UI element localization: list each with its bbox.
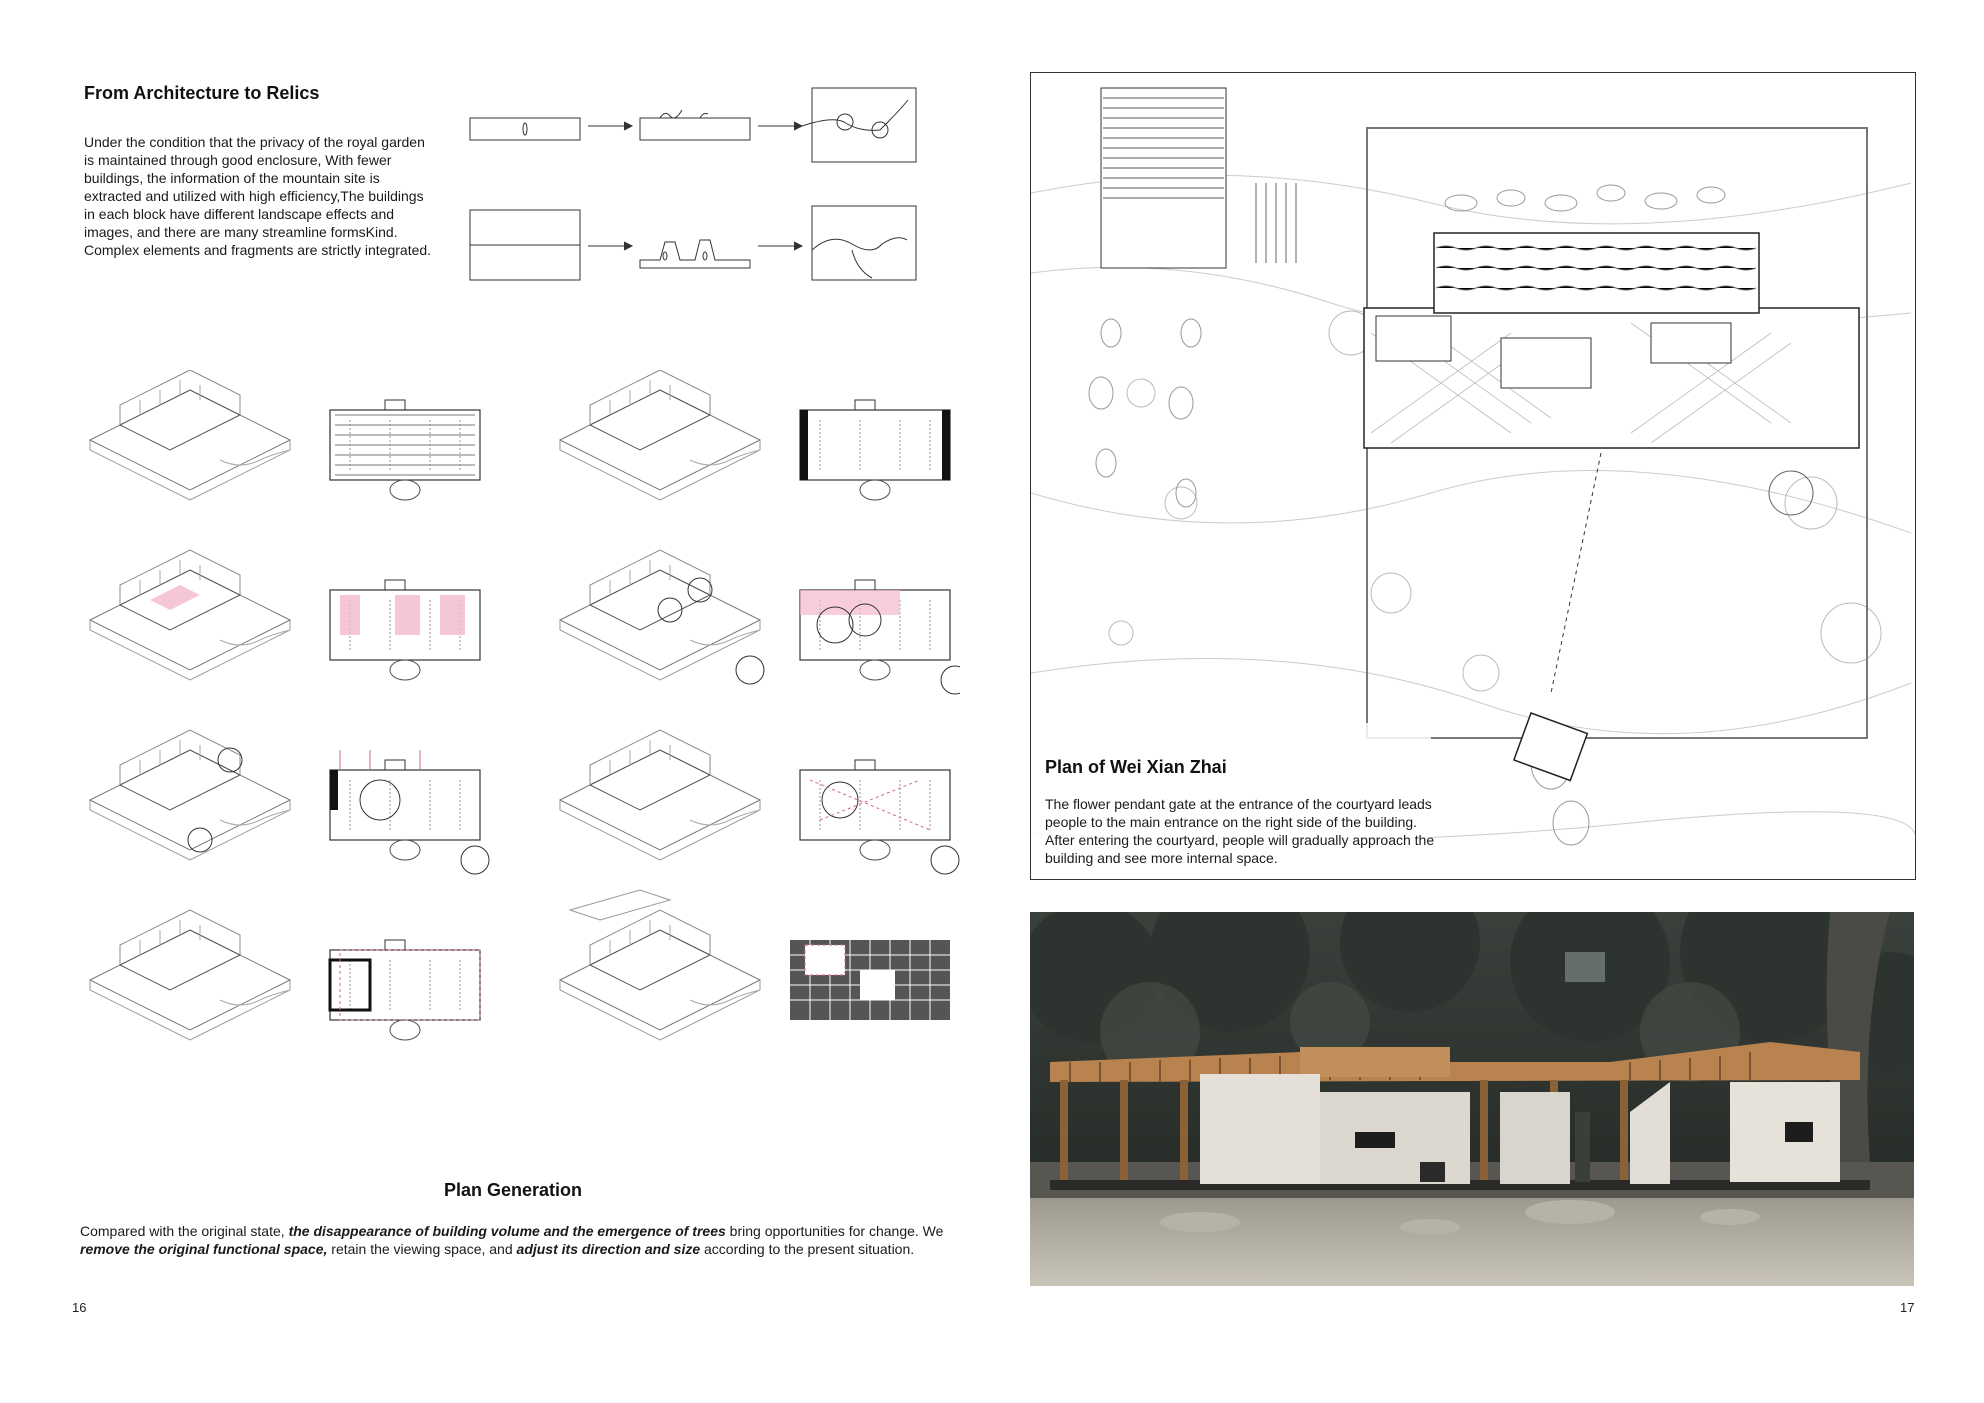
page-number-left: 16 bbox=[72, 1300, 87, 1315]
section-title-relics: From Architecture to Relics bbox=[84, 83, 320, 103]
section-body-plan-generation: Compared with the original state, the disappearance of building volume and the emergence of trees bring opportunities for change. We remove the original functional space, retain the viewing space, and adjust its direction and size according to the present situation. bbox=[80, 1223, 944, 1257]
building-render bbox=[1030, 912, 1914, 1286]
site-plan-frame bbox=[1030, 72, 1916, 880]
section-title-plan-generation: Plan Generation bbox=[444, 1180, 583, 1200]
plan-title: Plan of Wei Xian Zhai bbox=[1045, 757, 1227, 777]
plan-generation-grid bbox=[80, 370, 960, 1090]
plan-body: The flower pendant gate at the entrance of the courtyard leads people to the main entrance on the right side of the building. After entering the courtyard, people will gradually approach the building and see more internal space. bbox=[1045, 796, 1435, 866]
page-number-right: 17 bbox=[1900, 1300, 1915, 1315]
sketch-sequence-2 bbox=[460, 200, 930, 290]
section-body-relics: Under the condition that the privacy of the royal garden is maintained through good enclosure, With fewer buildings, the information of the mountain site is extracted and utilized with high efficiency,The buildings in each block have different landscape effects and images, and there are many streamline formsKind. Complex elements and fragments are strictly integrated. bbox=[84, 134, 432, 258]
sketch-sequence-1 bbox=[460, 82, 930, 172]
